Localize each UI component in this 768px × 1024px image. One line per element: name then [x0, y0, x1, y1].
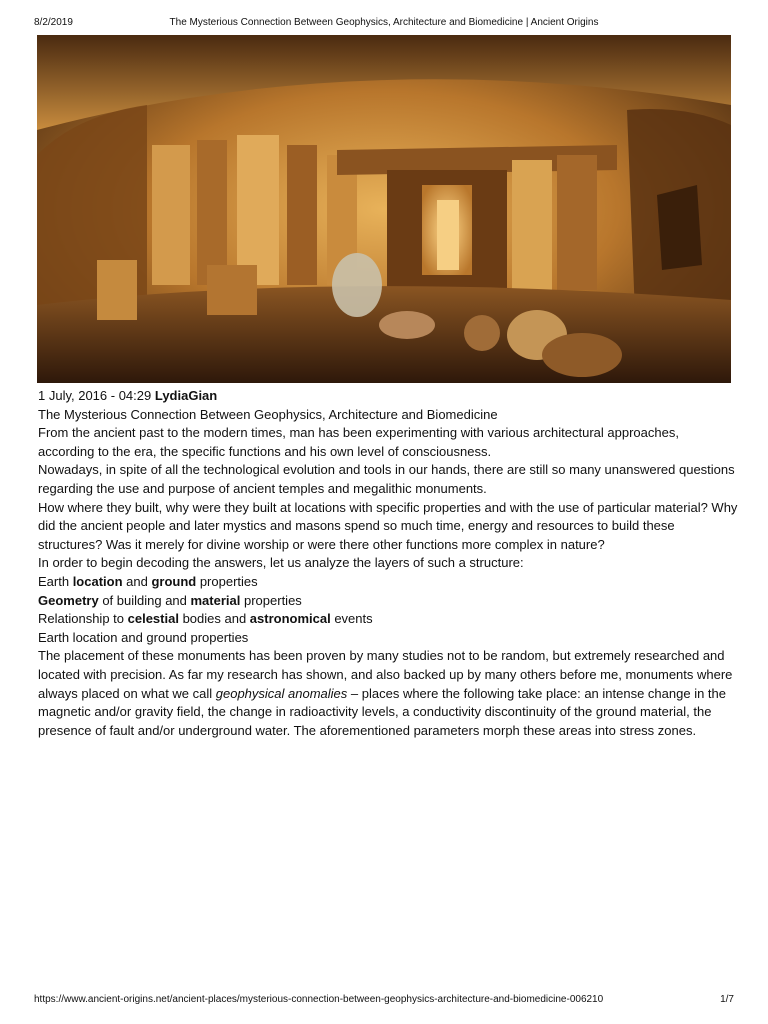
article-paragraph: In order to begin decoding the answers, let us analyze the layers of such a structure: — [38, 555, 524, 571]
layer-item — [38, 592, 738, 611]
layer-keyword: location — [72, 573, 123, 589]
layer-text: Relationship to — [38, 611, 128, 627]
layer-text: and — [122, 573, 152, 589]
layer-text: of building and — [98, 592, 191, 608]
print-url: https://www.ancient-origins.net/ancient-places/mysterious-connection-between-geophysics-architecture-and-biomedicine-006210 — [34, 994, 604, 1005]
print-footer — [34, 993, 734, 1007]
publish-date: 1 July, 2016 - 04:29 — [38, 388, 152, 403]
layer-text: Earth — [38, 573, 73, 589]
article-paragraph: How where they built, why were they built at locations with specific properties and with the use of particular material? Why did the ancient people and later mystics and masons spend so much time, energy and resources to build these structures? Was it merely for divine worship or were there other functions more complex in nature? — [38, 499, 738, 552]
layer-item — [38, 610, 738, 629]
layer-text: bodies and — [178, 611, 250, 627]
author-link[interactable]: LydiaGian — [154, 388, 218, 403]
article-paragraph: Nowadays, in spite of all the technological evolution and tools in our hands, there are still so many unanswered questions regarding the use and purpose of ancient temples and megalithic monuments. — [38, 462, 735, 496]
layer-keyword: Geometry — [38, 592, 99, 608]
paragraph-text: – places where the following take place: an intense change in the magnetic and/or gravity field, the change in radioactivity levels, a conductivity discontinuity of the ground material, the presence of fault and/or underground water. The aforementioned parameters morph these areas into stress zones. — [38, 685, 726, 738]
layer-keyword: celestial — [127, 611, 179, 627]
layer-text: properties — [240, 592, 302, 608]
article-body — [38, 387, 738, 740]
layer-keyword: material — [190, 592, 241, 608]
emphasized-term: geophysical anomalies — [215, 685, 348, 701]
print-header — [34, 16, 734, 30]
article-paragraph — [38, 647, 738, 740]
layer-keyword: astronomical — [249, 611, 331, 627]
layer-item — [38, 573, 738, 592]
print-date: 8/2/2019 — [34, 17, 73, 28]
article-meta — [38, 387, 738, 406]
hero-image — [37, 35, 731, 383]
section-heading: Earth location and ground properties — [38, 629, 249, 645]
article-headline: The Mysterious Connection Between Geophysics, Architecture and Biomedicine — [38, 406, 498, 422]
print-page-title: The Mysterious Connection Between Geophysics, Architecture and Biomedicine | Ancient Origins — [169, 17, 599, 28]
layer-keyword: ground — [151, 573, 197, 589]
layer-text: properties — [196, 573, 258, 589]
paragraph-text: The placement of these monuments has been proven by many studies not to be random, but extremely researched and located with precision. As far my research has shown, and also backed up by many others before me, monuments where always placed on what we call — [38, 648, 733, 701]
article-paragraph: From the ancient past to the modern times, man has been experimenting with various architectural approaches, according to the era, the specific functions and his own level of consciousness. — [38, 425, 679, 459]
underground-temple-photo — [37, 35, 731, 383]
page-number: 1/7 — [720, 994, 734, 1005]
layer-text: events — [330, 611, 373, 627]
